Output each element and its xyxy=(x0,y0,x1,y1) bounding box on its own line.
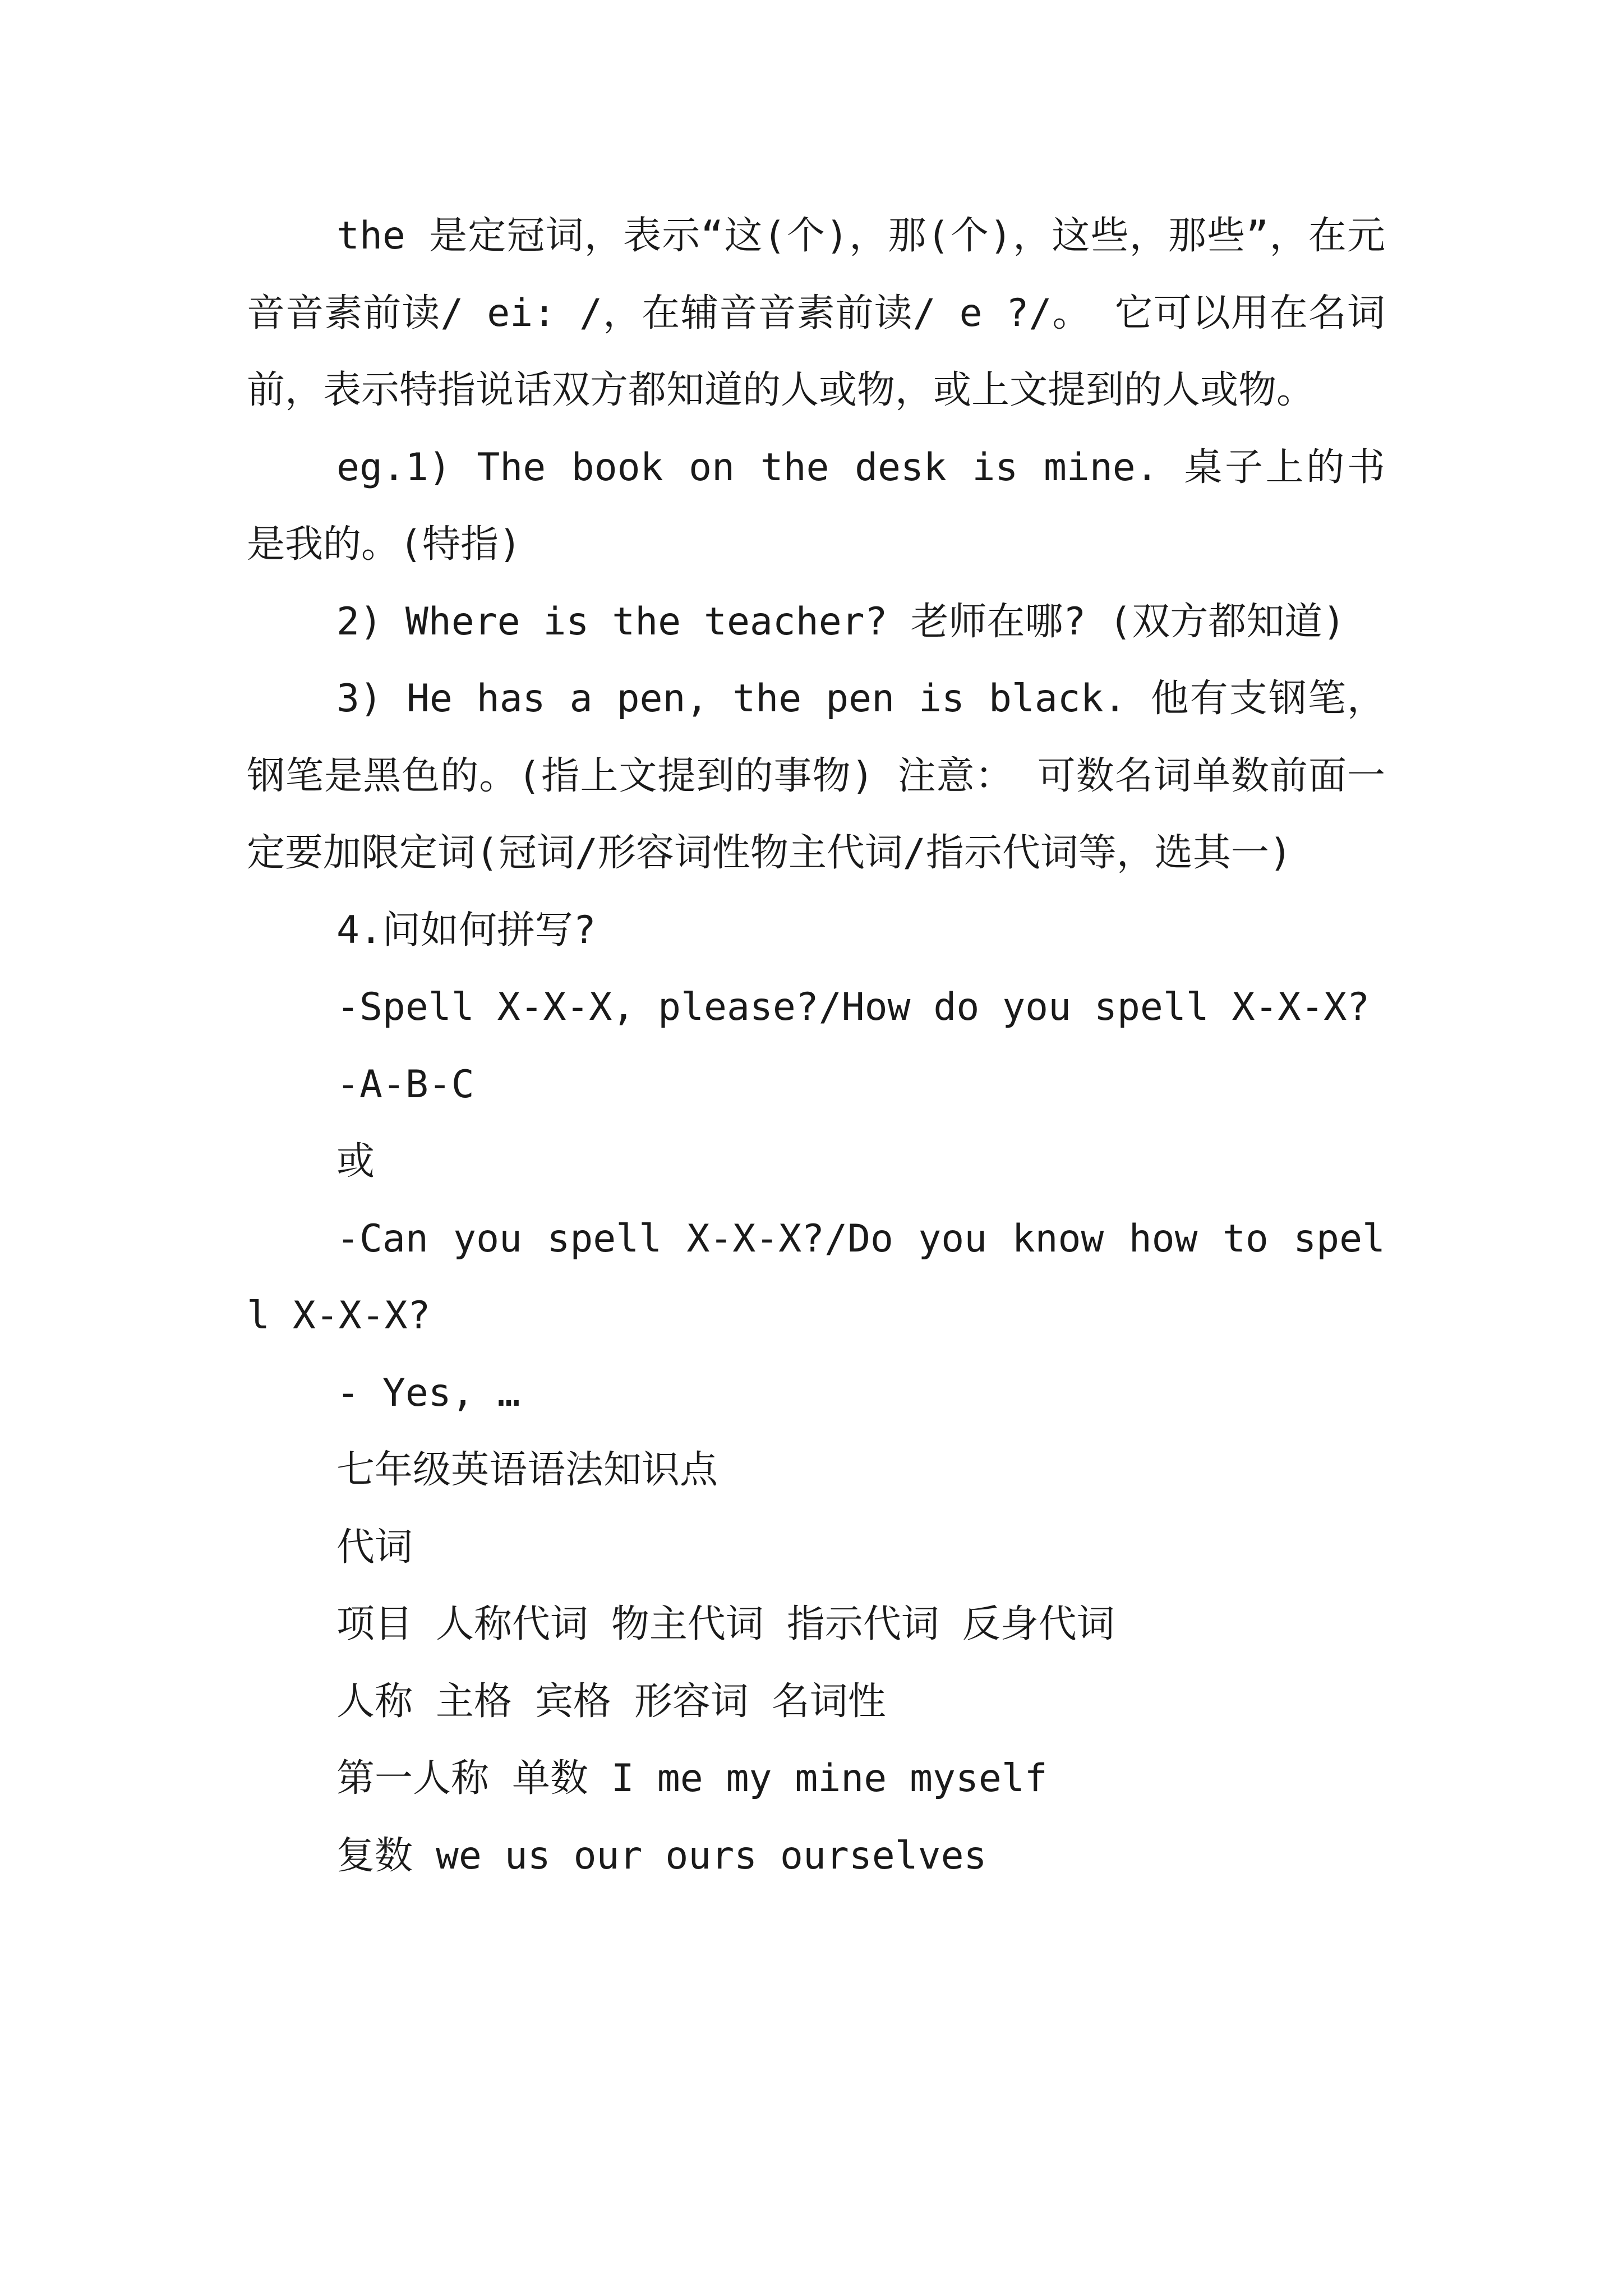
table-row-first-singular: 第一人称 单数 I me my mine myself xyxy=(336,1756,1048,1801)
spelling-answer-2: - Yes, … xyxy=(336,1370,520,1415)
section-title: 七年级英语语法知识点 xyxy=(336,1448,718,1492)
table-header-row: 项目 人称代词 物主代词 指示代词 反身代词 xyxy=(336,1602,1115,1646)
paragraph-definite-article: the 是定冠词，表示“这(个)，那(个)，这些，那些”，在元音音素前读/ ei: /，在辅音音素前读/ e ?/。 它可以用在名词前，表示特指说话双方都知道的人或物，或上文提到的人或物。 xyxy=(247,214,1385,412)
paragraph-example-2: 2) Where is the teacher? 老师在哪? (双方都知道) xyxy=(336,599,1346,644)
spelling-answer-1: -A-B-C xyxy=(336,1062,474,1107)
heading-spelling: 4.问如何拼写? xyxy=(336,908,596,953)
or-text: 或 xyxy=(336,1139,375,1184)
document-page xyxy=(247,197,1385,1894)
subsection-pronouns: 代词 xyxy=(336,1525,413,1570)
paragraph-example-1: eg.1) The book on the desk is mine. 桌子上的书是我的。(特指) xyxy=(247,445,1385,567)
spelling-question-1: -Spell X-X-X, please?/How do you spell X-X-X? xyxy=(336,985,1370,1029)
table-subheader-row: 人称 主格 宾格 形容词 名词性 xyxy=(336,1679,886,1724)
spelling-question-2: -Can you spell X-X-X?/Do you know how to spell X-X-X? xyxy=(247,1216,1385,1338)
table-row-first-plural: 复数 we us our ours ourselves xyxy=(336,1833,987,1878)
paragraph-example-3: 3) He has a pen, the pen is black. 他有支钢笔，钢笔是黑色的。(指上文提到的事物) 注意： 可数名词单数前面一定要加限定词(冠词/形容词性物主代词/指示代词等，选其一) xyxy=(247,677,1385,875)
